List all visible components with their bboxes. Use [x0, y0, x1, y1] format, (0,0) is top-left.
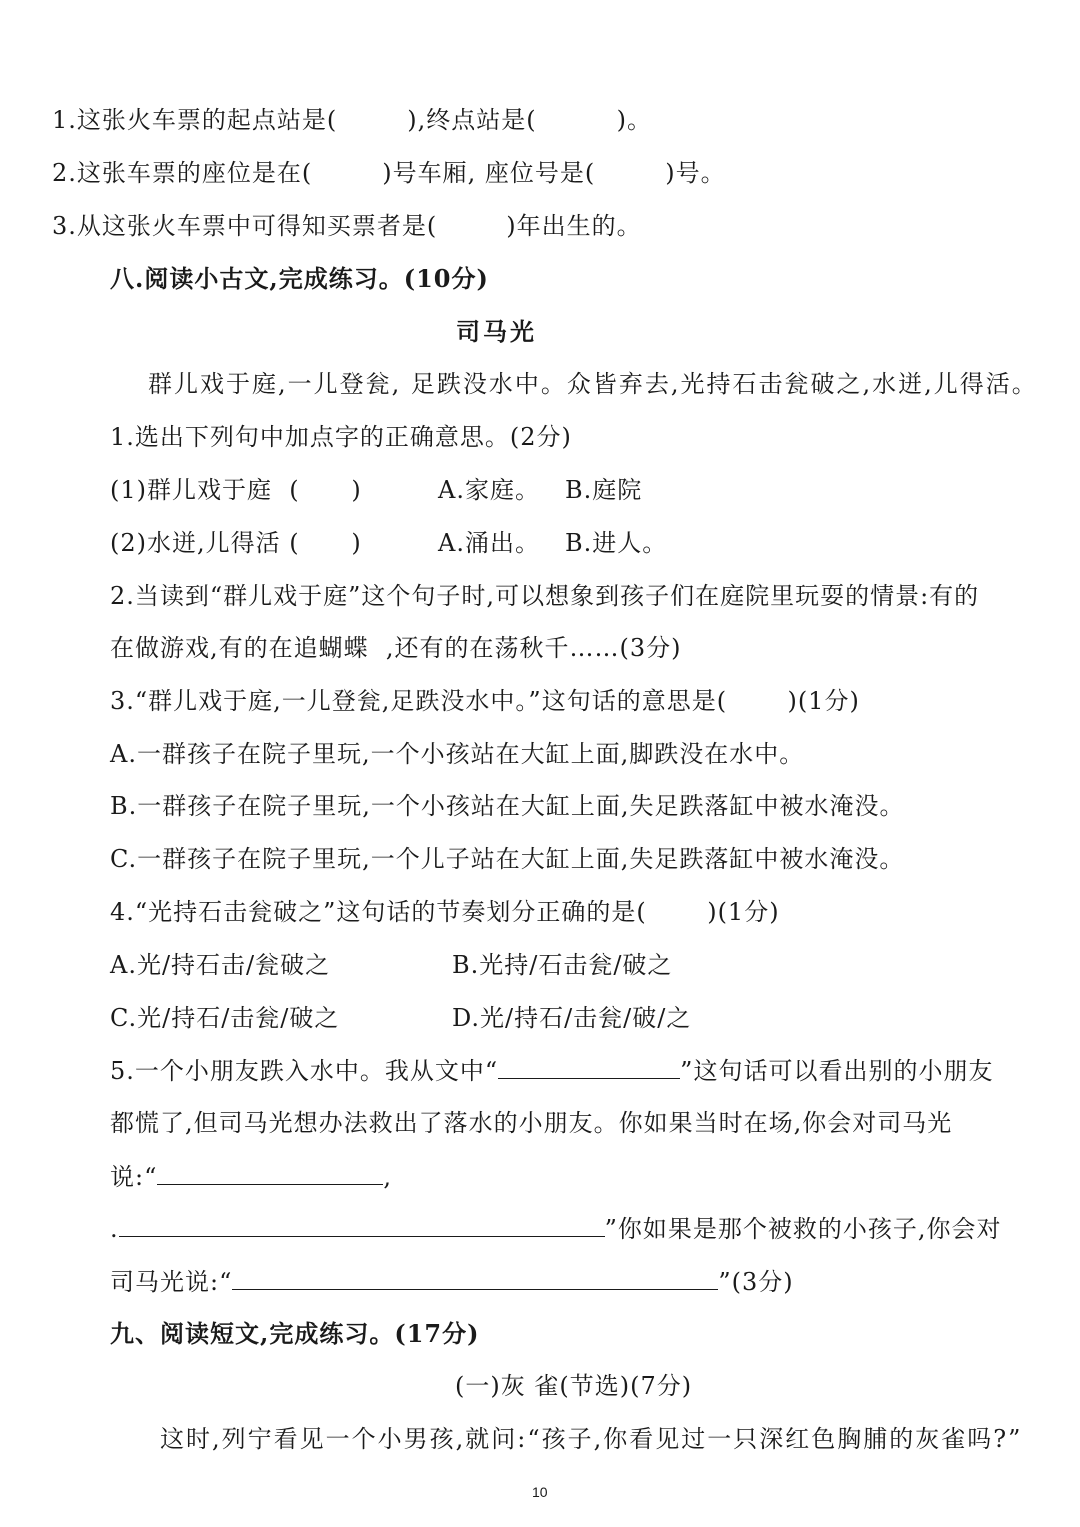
q4-option-c: C.光/持石/击瓮/破之 [110, 1004, 340, 1032]
q5-line-2: 都慌了,但司马光想办法救出了落水的小朋友。你如果当时在场,你会对司马光 [110, 1109, 953, 1137]
passage-title: 司马光 [456, 317, 537, 346]
q5-line-5: 司马光说:“ ”(3分) [110, 1265, 794, 1298]
q1-item-1-option-b: B.庭院 [565, 476, 643, 504]
q3-option-c: C.一群孩子在院子里玩,一个儿子站在大缸上面,失足跌落缸中被水淹没。 [110, 845, 905, 873]
q5-quote-blank[interactable] [498, 1054, 680, 1079]
q5-speech-blank-1[interactable] [157, 1160, 383, 1185]
section9-passage: 这时,列宁看见一个小男孩,就问:“孩子,你看见过一只深红色胸脯的灰雀吗?” [160, 1425, 1023, 1453]
q5-line-3: 说:“ , [110, 1160, 392, 1193]
train-question-2: 2.这张车票的座位是在( )号车厢, 座位号是( )号。 [52, 159, 726, 187]
q5-line-1: 5.一个小朋友跌入水中。我从文中“ ”这句话可以看出别的小朋友 [110, 1054, 993, 1087]
train-question-1: 1.这张火车票的起点站是( ),终点站是( )。 [52, 106, 652, 134]
section9-heading: 九、阅读短文,完成练习。(17分) [110, 1319, 480, 1348]
q4-option-a: A.光/持石击/瓮破之 [110, 951, 331, 979]
q3-stem: 3.“群儿戏于庭,一儿登瓮,足跌没水中。”这句话的意思是( )(1分) [110, 687, 860, 715]
section8-heading: 八.阅读小古文,完成练习。(10分) [110, 264, 489, 293]
q1-item-1-option-a: A.家庭。 [438, 476, 540, 504]
q2-line-1: 2.当读到“群儿戏于庭”这个句子时,可以想象到孩子们在庭院里玩耍的情景:有的 [110, 582, 980, 610]
q1-item-2-option-b: B.进人。 [565, 529, 668, 557]
q4-option-b: B.光持/石击瓮/破之 [452, 951, 673, 979]
q2-line-2: 在做游戏,有的在追蝴蝶 ,还有的在荡秋千……(3分) [110, 634, 682, 662]
train-question-3: 3.从这张火车票中可得知买票者是( )年出生的。 [52, 212, 642, 240]
q5-speech-blank-2[interactable] [119, 1212, 605, 1237]
q3-option-b: B.一群孩子在院子里玩,一个小孩站在大缸上面,失足跌落缸中被水淹没。 [110, 792, 905, 820]
q1-stem: 1.选出下列句中加点字的正确意思。(2分) [110, 423, 572, 451]
q1-item-2-option-a: A.涌出。 [438, 529, 540, 557]
q5-speech-blank-3[interactable] [232, 1265, 718, 1290]
q5-line-4: . ”你如果是那个被救的小孩子,你会对 [110, 1212, 1002, 1245]
q1-item-1-label: (1)群儿戏于庭 ( ) [110, 476, 362, 504]
q3-option-a: A.一群孩子在院子里玩,一个小孩站在大缸上面,脚跌没在水中。 [110, 740, 805, 768]
q1-item-2-label: (2)水迸,儿得活 ( ) [110, 529, 362, 557]
section9-subtitle: (一)灰 雀(节选)(7分) [455, 1372, 693, 1400]
classical-passage: 群儿戏于庭,一儿登瓮, 足跌没水中。众皆弃去,光持石击瓮破之,水迸,儿得活。 [148, 370, 1038, 398]
q4-stem: 4.“光持石击瓮破之”这句话的节奏划分正确的是( )(1分) [110, 898, 780, 926]
page-number: 10 [532, 1484, 548, 1500]
q4-option-d: D.光/持石/击瓮/破/之 [452, 1004, 692, 1032]
